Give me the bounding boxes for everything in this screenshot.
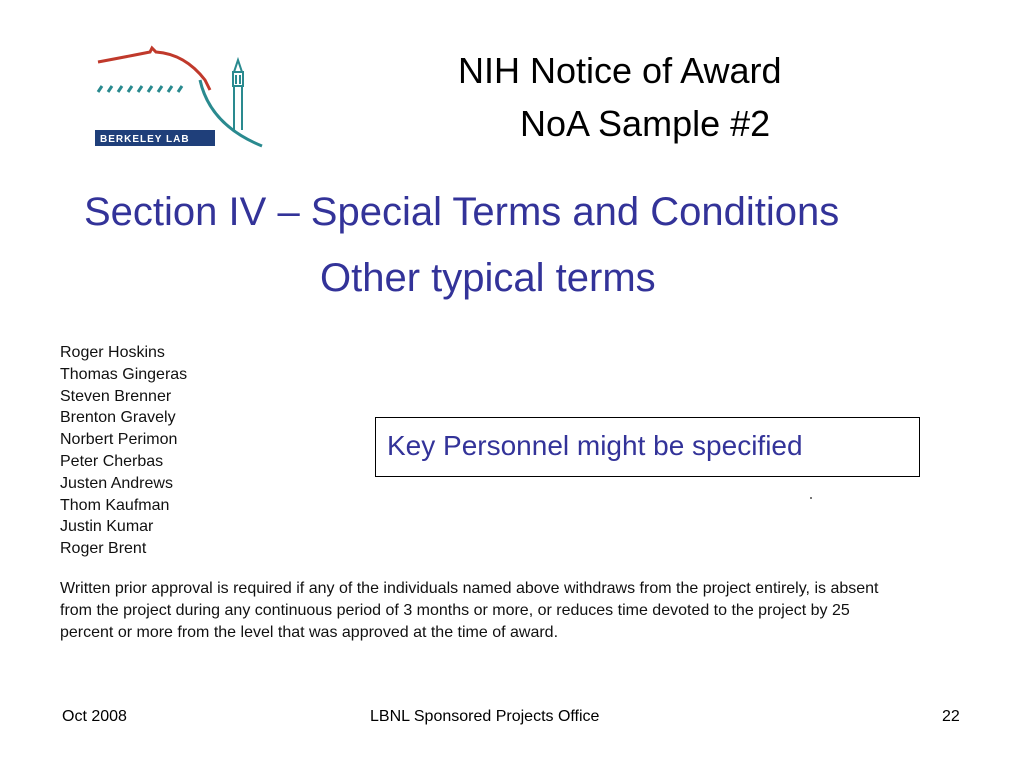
slide-title-line-2: NoA Sample #2 bbox=[520, 103, 771, 144]
callout-box bbox=[375, 417, 920, 477]
callout-text: Key Personnel might be specified bbox=[387, 430, 803, 461]
personnel-name: Steven Brenner bbox=[60, 387, 172, 405]
personnel-name: Thom Kaufman bbox=[60, 496, 170, 514]
subheading: Other typical terms bbox=[320, 256, 656, 300]
footer-date: Oct 2008 bbox=[62, 708, 127, 725]
footer-organization: LBNL Sponsored Projects Office bbox=[370, 708, 600, 725]
berkeley-lab-logo bbox=[90, 40, 265, 150]
personnel-name: Roger Hoskins bbox=[60, 344, 165, 361]
personnel-name: Peter Cherbas bbox=[60, 452, 164, 470]
personnel-name: Thomas Gingeras bbox=[60, 365, 188, 383]
personnel-name: Justin Kumar bbox=[60, 518, 154, 536]
slide-title-line-1: NIH Notice of Award bbox=[458, 50, 782, 91]
key-personnel-list bbox=[60, 342, 187, 560]
svg-text:BERKELEY LAB: BERKELEY LAB bbox=[100, 134, 190, 145]
stray-dot bbox=[810, 497, 812, 499]
personnel-name: Norbert Perimon bbox=[60, 431, 178, 449]
approval-paragraph: Written prior approval is required if any of the individuals named above withdraws from the project entirely, is absent from the project during any continuous period of 3 months or more, or reduces time devoted to the project by 25 percent or more from the level that was approved at the time of award. bbox=[60, 580, 879, 641]
personnel-name: Brenton Gravely bbox=[60, 409, 176, 427]
personnel-name: Justen Andrews bbox=[60, 474, 173, 492]
berkeley-lab-logo-icon bbox=[90, 40, 265, 150]
section-heading: Section IV – Special Terms and Conditions bbox=[84, 190, 840, 234]
footer-page-number: 22 bbox=[942, 708, 960, 725]
personnel-name: Roger Brent bbox=[60, 540, 147, 558]
